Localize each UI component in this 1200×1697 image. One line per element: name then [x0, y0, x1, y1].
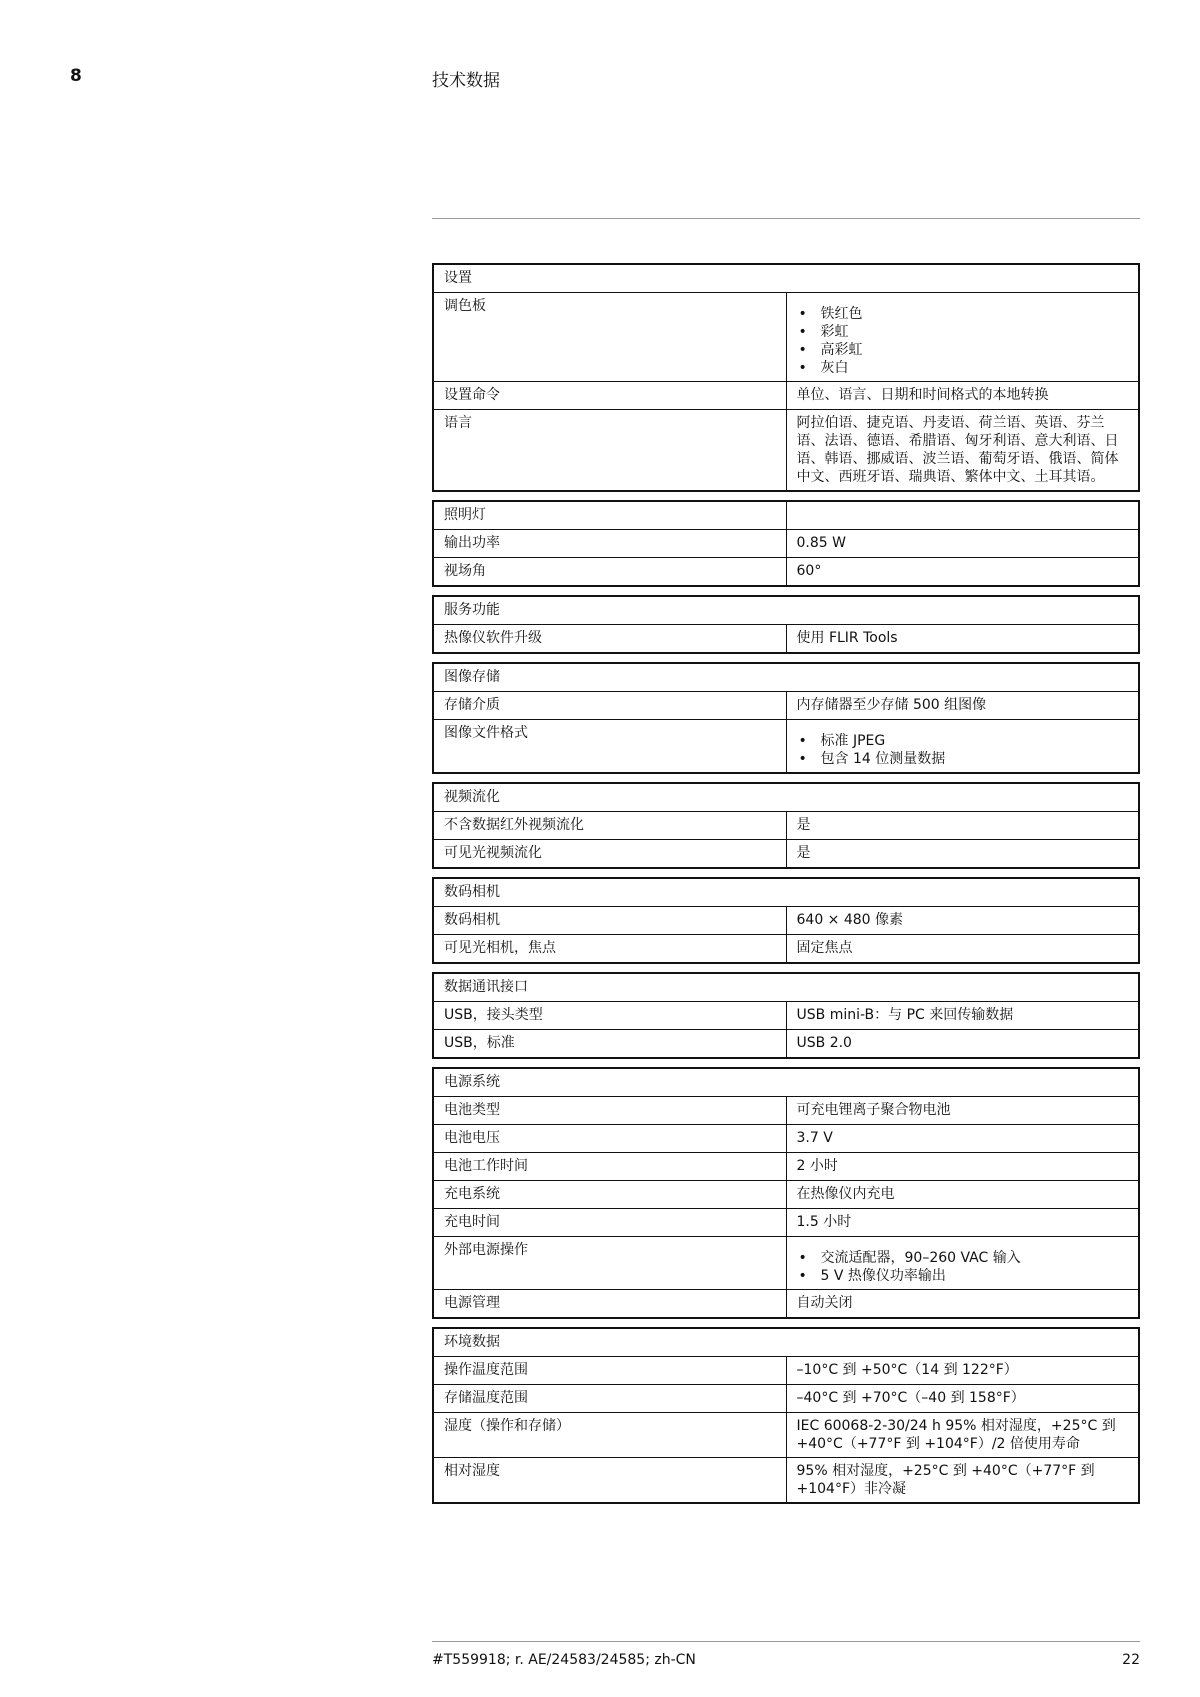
chapter-title: 技术数据: [432, 71, 500, 91]
table-row: [433, 293, 1139, 382]
table-row: [433, 1290, 1139, 1319]
spec-value: 固定焦点: [786, 935, 1139, 964]
spec-table: [432, 500, 1140, 587]
spec-table: [432, 782, 1140, 869]
spec-label: USB，接头类型: [433, 1002, 786, 1030]
list-item: [797, 750, 1129, 768]
spec-label: 电池类型: [433, 1097, 786, 1125]
footer-divider: [432, 1641, 1140, 1642]
spec-value: IEC 60068-2-30/24 h 95% 相对湿度，+25°C 到 +40°C（+77°F 到 +104°F）/2 倍使用寿命: [786, 1413, 1139, 1458]
bullet-icon: •: [798, 1268, 807, 1284]
spec-label: USB，标准: [433, 1030, 786, 1059]
spec-label: 充电系统: [433, 1181, 786, 1209]
list-item-text: 彩虹: [820, 324, 849, 340]
header-divider: [432, 218, 1140, 219]
list-item: [797, 341, 1129, 359]
spec-label: 不含数据红外视频流化: [433, 812, 786, 840]
list-item: [797, 359, 1129, 377]
spec-label: 可见光视频流化: [433, 840, 786, 869]
table-row: [433, 1237, 1139, 1290]
spec-value: USB 2.0: [786, 1030, 1139, 1059]
spec-table: [432, 662, 1140, 774]
spec-label: 设置命令: [433, 382, 786, 410]
section-header-row: [433, 1068, 1139, 1097]
list-item-text: 灰白: [820, 360, 849, 376]
bullet-icon: •: [798, 360, 807, 376]
list-item: [797, 732, 1129, 750]
table-row: [433, 907, 1139, 935]
section-title: 数码相机: [433, 878, 1139, 907]
spec-table: [432, 263, 1140, 492]
spec-label: 相对湿度: [433, 1458, 786, 1504]
spec-value-list: [797, 305, 1129, 377]
spec-value: 640 × 480 像素: [786, 907, 1139, 935]
spec-value: 阿拉伯语、捷克语、丹麦语、荷兰语、英语、芬兰语、法语、德语、希腊语、匈牙利语、意大利语、日语、韩语、挪威语、波兰语、葡萄牙语、俄语、简体中文、西班牙语、瑞典语、繁体中文、土耳其语。: [786, 410, 1139, 492]
section-title: 设置: [433, 264, 1139, 293]
table-row: [433, 1357, 1139, 1385]
bullet-icon: •: [798, 306, 807, 322]
spec-label: 电池电压: [433, 1125, 786, 1153]
bullet-icon: •: [798, 751, 807, 767]
list-item-text: 5 V 热像仪功率输出: [820, 1268, 946, 1284]
spec-value: [786, 720, 1139, 774]
table-row: [433, 692, 1139, 720]
section-header-row: [433, 973, 1139, 1002]
spec-label: 数码相机: [433, 907, 786, 935]
section-title-value-cell: [786, 501, 1139, 530]
section-header-row: [433, 1328, 1139, 1357]
section-title: 环境数据: [433, 1328, 1139, 1357]
spec-value: 是: [786, 812, 1139, 840]
section-header-row: [433, 878, 1139, 907]
spec-value: 0.85 W: [786, 530, 1139, 558]
list-item-text: 高彩虹: [820, 342, 863, 358]
spec-value-list: [797, 732, 1129, 768]
section-header-row: [433, 663, 1139, 692]
spec-value: 可充电锂离子聚合物电池: [786, 1097, 1139, 1125]
list-item-text: 交流适配器，90–260 VAC 输入: [820, 1250, 1021, 1266]
table-row: [433, 720, 1139, 774]
spec-table: [432, 1067, 1140, 1319]
spec-label: 视场角: [433, 558, 786, 587]
table-row: [433, 1097, 1139, 1125]
spec-table: [432, 595, 1140, 654]
section-title: 视频流化: [433, 783, 1139, 812]
table-row: [433, 1209, 1139, 1237]
spec-value: –10°C 到 +50°C（14 到 122°F）: [786, 1357, 1139, 1385]
spec-label: 输出功率: [433, 530, 786, 558]
table-row: [433, 410, 1139, 492]
spec-label: 外部电源操作: [433, 1237, 786, 1290]
table-row: [433, 1030, 1139, 1059]
section-title: 照明灯: [433, 501, 786, 530]
spec-label: 电源管理: [433, 1290, 786, 1319]
spec-value: 使用 FLIR Tools: [786, 625, 1139, 654]
spec-value: USB mini-B：与 PC 来回传输数据: [786, 1002, 1139, 1030]
section-title: 数据通讯接口: [433, 973, 1139, 1002]
spec-value: 单位、语言、日期和时间格式的本地转换: [786, 382, 1139, 410]
table-row: [433, 558, 1139, 587]
spec-label: 充电时间: [433, 1209, 786, 1237]
table-row: [433, 1002, 1139, 1030]
spec-label: 调色板: [433, 293, 786, 382]
spec-label: 操作温度范围: [433, 1357, 786, 1385]
list-item-text: 铁红色: [820, 306, 863, 322]
spec-value: 95% 相对湿度，+25°C 到 +40°C（+77°F 到 +104°F）非冷凝: [786, 1458, 1139, 1504]
footer-doc-ref: #T559918; r. AE/24583/24585; zh-CN: [432, 1652, 696, 1668]
table-row: [433, 1125, 1139, 1153]
spec-label: 图像文件格式: [433, 720, 786, 774]
section-title: 服务功能: [433, 596, 1139, 625]
section-header-row: [433, 501, 1139, 530]
list-item: [797, 1267, 1129, 1285]
footer-page-number: 22: [1122, 1652, 1140, 1668]
list-item-text: 包含 14 位测量数据: [820, 751, 946, 767]
section-header-row: [433, 264, 1139, 293]
list-item-text: 标准 JPEG: [820, 733, 886, 749]
spec-label: 热像仪软件升级: [433, 625, 786, 654]
section-header-row: [433, 596, 1139, 625]
spec-table: [432, 877, 1140, 964]
section-title: 图像存储: [433, 663, 1139, 692]
spec-label: 语言: [433, 410, 786, 492]
spec-label: 电池工作时间: [433, 1153, 786, 1181]
bullet-icon: •: [798, 324, 807, 340]
spec-table: [432, 1327, 1140, 1504]
spec-value: [786, 293, 1139, 382]
spec-value: –40°C 到 +70°C（–40 到 158°F）: [786, 1385, 1139, 1413]
table-row: [433, 1413, 1139, 1458]
spec-value: 1.5 小时: [786, 1209, 1139, 1237]
spec-value: [786, 1237, 1139, 1290]
spec-tables: [432, 263, 1140, 1512]
list-item: [797, 305, 1129, 323]
table-row: [433, 382, 1139, 410]
spec-table: [432, 972, 1140, 1059]
table-row: [433, 625, 1139, 654]
spec-value: 60°: [786, 558, 1139, 587]
spec-label: 湿度（操作和存储）: [433, 1413, 786, 1458]
spec-value: 是: [786, 840, 1139, 869]
spec-value: 2 小时: [786, 1153, 1139, 1181]
table-row: [433, 840, 1139, 869]
bullet-icon: •: [798, 342, 807, 358]
spec-value: 自动关闭: [786, 1290, 1139, 1319]
table-row: [433, 935, 1139, 964]
list-item: [797, 1249, 1129, 1267]
spec-value: 在热像仪内充电: [786, 1181, 1139, 1209]
table-row: [433, 1181, 1139, 1209]
table-row: [433, 812, 1139, 840]
bullet-icon: •: [798, 733, 807, 749]
table-row: [433, 1458, 1139, 1504]
spec-value-list: [797, 1249, 1129, 1285]
list-item: [797, 323, 1129, 341]
section-header-row: [433, 783, 1139, 812]
spec-label: 存储温度范围: [433, 1385, 786, 1413]
spec-value: 3.7 V: [786, 1125, 1139, 1153]
table-row: [433, 1153, 1139, 1181]
spec-value: 内存储器至少存储 500 组图像: [786, 692, 1139, 720]
spec-label: 存储介质: [433, 692, 786, 720]
bullet-icon: •: [798, 1250, 807, 1266]
table-row: [433, 1385, 1139, 1413]
chapter-number: 8: [70, 66, 82, 86]
section-title: 电源系统: [433, 1068, 1139, 1097]
spec-label: 可见光相机，焦点: [433, 935, 786, 964]
table-row: [433, 530, 1139, 558]
